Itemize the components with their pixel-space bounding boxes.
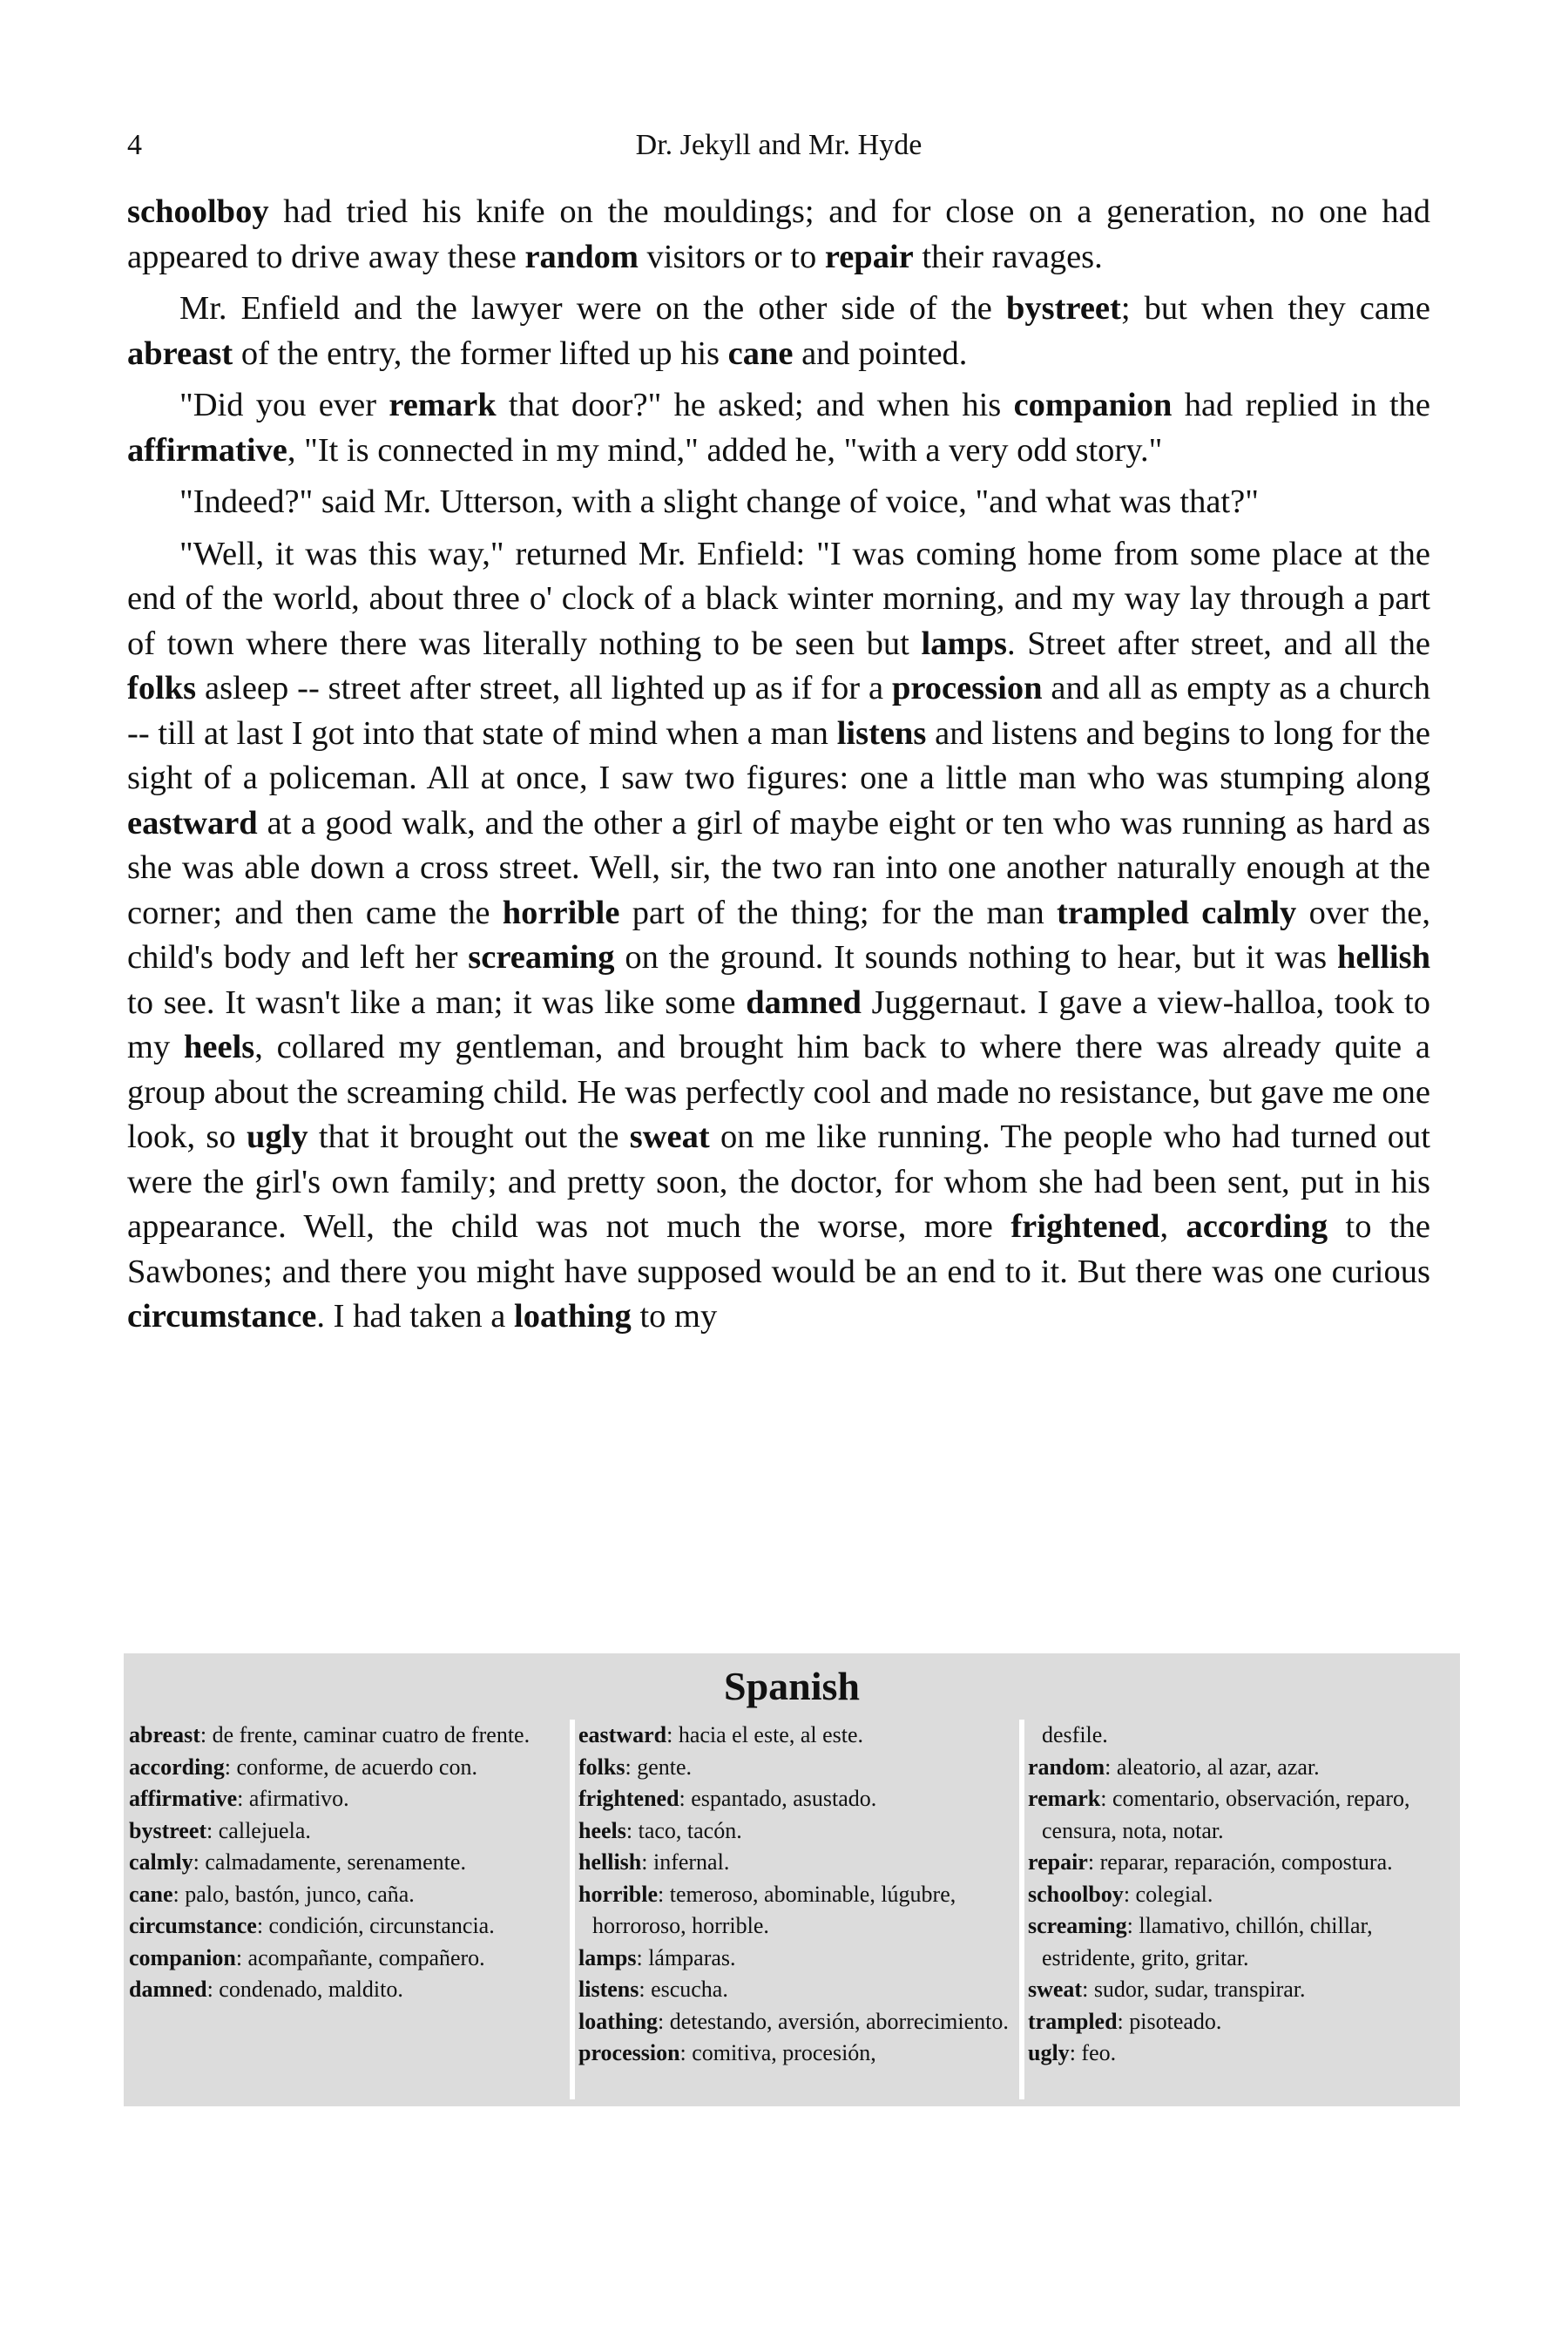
glossary-entry xyxy=(129,1752,564,1784)
text-run: Mr. Enfield and the lawyer were on the other side of the xyxy=(179,290,1006,327)
glossary-definition: : infernal. xyxy=(641,1849,730,1875)
glossary-entry xyxy=(129,1943,564,1975)
text-run: asleep -- street after street, all lighted up as if for a xyxy=(196,670,892,706)
glossary-definition: : espantado, asustado. xyxy=(679,1786,877,1811)
glossary-definition: : callejuela. xyxy=(206,1817,311,1843)
glossary-entry xyxy=(129,1815,564,1848)
text-run: on the ground. It sounds nothing to hear, but it was xyxy=(614,939,1338,976)
glossary-box xyxy=(124,1653,1460,2106)
text-run: "Did you ever xyxy=(179,387,389,423)
glossary-entry xyxy=(129,1974,564,2006)
glossary-definition: : pisoteado. xyxy=(1117,2008,1222,2034)
glossary-definition: : hacia el este, al este. xyxy=(666,1722,864,1747)
text-run: that it brought out the xyxy=(308,1119,630,1155)
text-run: at a good walk, and the other a girl of maybe eight or ten who was running as hard as she was able down a cross street. Well, sir, the two ran into one another naturally enough at the corner; and then came the xyxy=(127,804,1430,931)
glossary-term: companion xyxy=(129,1944,236,1970)
text-run: part of the thing; for the man xyxy=(619,894,1058,931)
glossary-term: screaming xyxy=(1028,1913,1127,1938)
glossary-term: procession xyxy=(578,2040,680,2065)
paragraph xyxy=(127,287,1430,376)
running-title: Dr. Jekyll and Mr. Hyde xyxy=(635,129,923,161)
paragraph xyxy=(127,383,1430,473)
glossary-entry xyxy=(578,1974,1014,2006)
glossary-term: loathing xyxy=(578,2008,659,2034)
vocab-word: damned xyxy=(746,983,862,1021)
glossary-entry xyxy=(1028,2006,1463,2038)
glossary-definition: : reparar, reparación, compostura. xyxy=(1087,1849,1393,1875)
glossary-definition: : de frente, caminar cuatro de frente. xyxy=(199,1722,531,1747)
glossary-entry xyxy=(1028,1910,1463,1974)
glossary-column-1 xyxy=(129,1720,564,2099)
glossary-definition: : temeroso, abominable, lúgubre, horroroso, horrible. xyxy=(592,1881,956,1938)
text-run: and all as empty as a church -- till at last I got into that state of mind when a man xyxy=(127,670,1431,752)
text-run: over the, child's body and left her xyxy=(127,894,1430,976)
glossary-term: lamps xyxy=(578,1944,637,1970)
page-header xyxy=(127,129,1430,181)
text-run: had replied in the xyxy=(1172,387,1430,423)
vocab-word: affirmative xyxy=(127,431,287,469)
text-run: their ravages. xyxy=(913,238,1103,275)
glossary-definition: : comitiva, procesión, xyxy=(679,2040,876,2065)
glossary-columns xyxy=(129,1720,1455,2099)
glossary-definition: : colegial. xyxy=(1123,1881,1213,1907)
glossary-definition: : condición, circunstancia. xyxy=(256,1913,495,1938)
vocab-word: cane xyxy=(727,335,794,372)
glossary-term: folks xyxy=(578,1754,625,1780)
glossary-term: affirmative xyxy=(129,1786,238,1811)
text-run: of the entry, the former lifted up his xyxy=(233,335,728,372)
body-text xyxy=(127,190,1430,1347)
text-run: . I had taken a xyxy=(316,1298,515,1335)
glossary-entry xyxy=(1028,1879,1463,1911)
vocab-word: horrible xyxy=(502,894,620,931)
glossary-definition: : palo, bastón, junco, caña. xyxy=(172,1881,415,1907)
vocab-word: trampled xyxy=(1057,894,1189,931)
glossary-definition: : gente. xyxy=(625,1754,692,1780)
text-run: and listens and begins to long for the sight of a policeman. All at once, I saw two figures: one a little man who was stumping along xyxy=(127,714,1430,796)
glossary-definition: : afirmativo. xyxy=(237,1786,349,1811)
vocab-word: lamps xyxy=(921,625,1007,662)
vocab-word: loathing xyxy=(514,1298,632,1335)
glossary-definition: : sudor, sudar, transpirar. xyxy=(1082,1977,1306,2002)
vocab-word: schoolboy xyxy=(127,193,269,230)
vocab-word: circumstance xyxy=(127,1298,317,1335)
glossary-continuation: desfile. xyxy=(1042,1722,1108,1747)
glossary-term: damned xyxy=(129,1977,207,2002)
glossary-term: listens xyxy=(578,1977,639,2002)
vocab-word: calmly xyxy=(1201,894,1297,931)
text-run: "Indeed?" said Mr. Utterson, with a slight change of voice, "and what was that?" xyxy=(179,483,1259,520)
glossary-entry xyxy=(578,1943,1014,1975)
glossary-entry xyxy=(129,1720,564,1752)
text-run: visitors or to xyxy=(638,238,825,275)
glossary-term: repair xyxy=(1028,1849,1088,1875)
glossary-term: schoolboy xyxy=(1028,1881,1124,1907)
glossary-column-3-entries xyxy=(1028,1752,1463,2070)
glossary-title: Spanish xyxy=(723,1664,860,1708)
text-run: to see. It wasn't like a man; it was like some xyxy=(127,983,747,1021)
column-divider xyxy=(1019,1720,1024,2099)
text-run: that door?" he asked; and when his xyxy=(496,387,1014,423)
glossary-definition: : acompañante, compañero. xyxy=(235,1944,485,1970)
vocab-word: screaming xyxy=(468,939,615,976)
paragraph xyxy=(127,532,1430,1340)
glossary-entry xyxy=(578,1720,1014,1752)
vocab-word: hellish xyxy=(1337,939,1430,976)
glossary-definition: : lámparas. xyxy=(636,1944,736,1970)
vocab-word: companion xyxy=(1013,387,1173,423)
glossary-entry xyxy=(129,1910,564,1943)
glossary-column-2 xyxy=(578,1720,1014,2099)
glossary-entry xyxy=(578,1847,1014,1879)
glossary-definition: : conforme, de acuerdo con. xyxy=(224,1754,477,1780)
glossary-definition: : comentario, observación, reparo, censura, nota, notar. xyxy=(1042,1786,1410,1843)
glossary-term: horrible xyxy=(578,1881,658,1907)
text-run: and pointed. xyxy=(793,335,968,372)
glossary-entry xyxy=(578,1752,1014,1784)
vocab-word: eastward xyxy=(127,804,258,841)
vocab-word: folks xyxy=(127,670,197,706)
vocab-word: listens xyxy=(836,714,927,752)
glossary-term: circumstance xyxy=(129,1913,257,1938)
glossary-definition: : aleatorio, al azar, azar. xyxy=(1105,1754,1320,1780)
page-number: 4 xyxy=(127,129,142,161)
glossary-entry xyxy=(578,1815,1014,1848)
glossary-entry xyxy=(129,1783,564,1815)
glossary-term: abreast xyxy=(129,1722,200,1747)
text-run xyxy=(1189,895,1201,931)
glossary-definition: : condenado, maldito. xyxy=(206,1977,403,2002)
glossary-term: heels xyxy=(578,1817,626,1843)
vocab-word: frightened xyxy=(1010,1208,1160,1245)
vocab-word: abreast xyxy=(127,335,233,372)
glossary-entry xyxy=(1028,1974,1463,2006)
text-run: on me like running. The people who had turned out were the girl's own family; and pretty soon, the doctor, for whom she had been sent, put in his appearance. Well, the child was not much the worse, more xyxy=(127,1119,1430,1245)
glossary-entry xyxy=(1028,1783,1463,1847)
glossary-entry xyxy=(129,1847,564,1879)
text-run: had tried his knife on the mouldings; and for close on a generation, no one had appeared to drive away these xyxy=(127,193,1430,275)
paragraph xyxy=(127,480,1430,525)
text-run: , xyxy=(1159,1208,1186,1245)
glossary-definition: : llamativo, chillón, chillar, estridente, grito, gritar. xyxy=(1042,1913,1373,1970)
glossary-definition: : calmadamente, serenamente. xyxy=(193,1849,466,1875)
text-run: to my xyxy=(631,1298,718,1335)
glossary-term: cane xyxy=(129,1881,173,1907)
glossary-term: frightened xyxy=(578,1786,679,1811)
glossary-term: trampled xyxy=(1028,2008,1118,2034)
glossary-term: eastward xyxy=(578,1722,667,1747)
glossary-term: calmly xyxy=(129,1849,193,1875)
glossary-term: sweat xyxy=(1028,1977,1083,2002)
glossary-term: random xyxy=(1028,1754,1105,1780)
glossary-entry xyxy=(578,1783,1014,1815)
glossary-entry xyxy=(578,2006,1014,2038)
glossary-definition: : taco, tacón. xyxy=(625,1817,742,1843)
glossary-entry xyxy=(1028,2038,1463,2070)
glossary-column-3 xyxy=(1028,1720,1463,2099)
glossary-definition: : escucha. xyxy=(639,1977,728,2002)
glossary-entry xyxy=(1028,1847,1463,1879)
vocab-word: heels xyxy=(183,1029,255,1065)
text-run: Juggernaut. I gave a view-halloa, took to my xyxy=(127,983,1430,1065)
glossary-entry xyxy=(129,1879,564,1911)
glossary-entry xyxy=(578,2038,1014,2070)
glossary-term: bystreet xyxy=(129,1817,207,1843)
vocab-word: repair xyxy=(824,238,914,275)
paragraph xyxy=(127,190,1430,280)
text-run: . Street after street, and all the xyxy=(1006,625,1431,662)
text-run: , collared my gentleman, and brought him back to where there was already quite a group about the screaming child. He was perfectly cool and made no resistance, but gave me one look, so xyxy=(127,1029,1430,1155)
text-run: "Well, it was this way," returned Mr. Enfield: "I was coming home from some place at the end of the world, about three o' clock of a black winter morning, and my way lay through a part of town where there was literally nothing to be seen but xyxy=(127,535,1430,662)
text-run: ; but when they came xyxy=(1120,290,1430,327)
text-run: , "It is connected in my mind," added he, "with a very odd story." xyxy=(287,431,1163,469)
vocab-word: ugly xyxy=(246,1119,308,1155)
vocab-word: procession xyxy=(891,670,1043,706)
glossary-entry xyxy=(578,1879,1014,1943)
vocab-word: remark xyxy=(389,387,497,423)
vocab-word: bystreet xyxy=(1005,290,1121,327)
vocab-word: sweat xyxy=(629,1119,710,1155)
glossary-definition: : feo. xyxy=(1069,2040,1117,2065)
glossary-term: according xyxy=(129,1754,225,1780)
glossary-term: remark xyxy=(1028,1786,1101,1811)
vocab-word: random xyxy=(524,238,639,275)
glossary-term: ugly xyxy=(1028,2040,1070,2065)
column-divider xyxy=(570,1720,575,2099)
text-run: to the Sawbones; and there you might have supposed would be an end to it. But there was one curious xyxy=(127,1208,1431,1290)
vocab-word: according xyxy=(1186,1208,1328,1245)
glossary-entry xyxy=(1028,1752,1463,1784)
glossary-definition: : detestando, aversión, aborrecimiento. xyxy=(658,2008,1009,2034)
glossary-term: hellish xyxy=(578,1849,642,1875)
